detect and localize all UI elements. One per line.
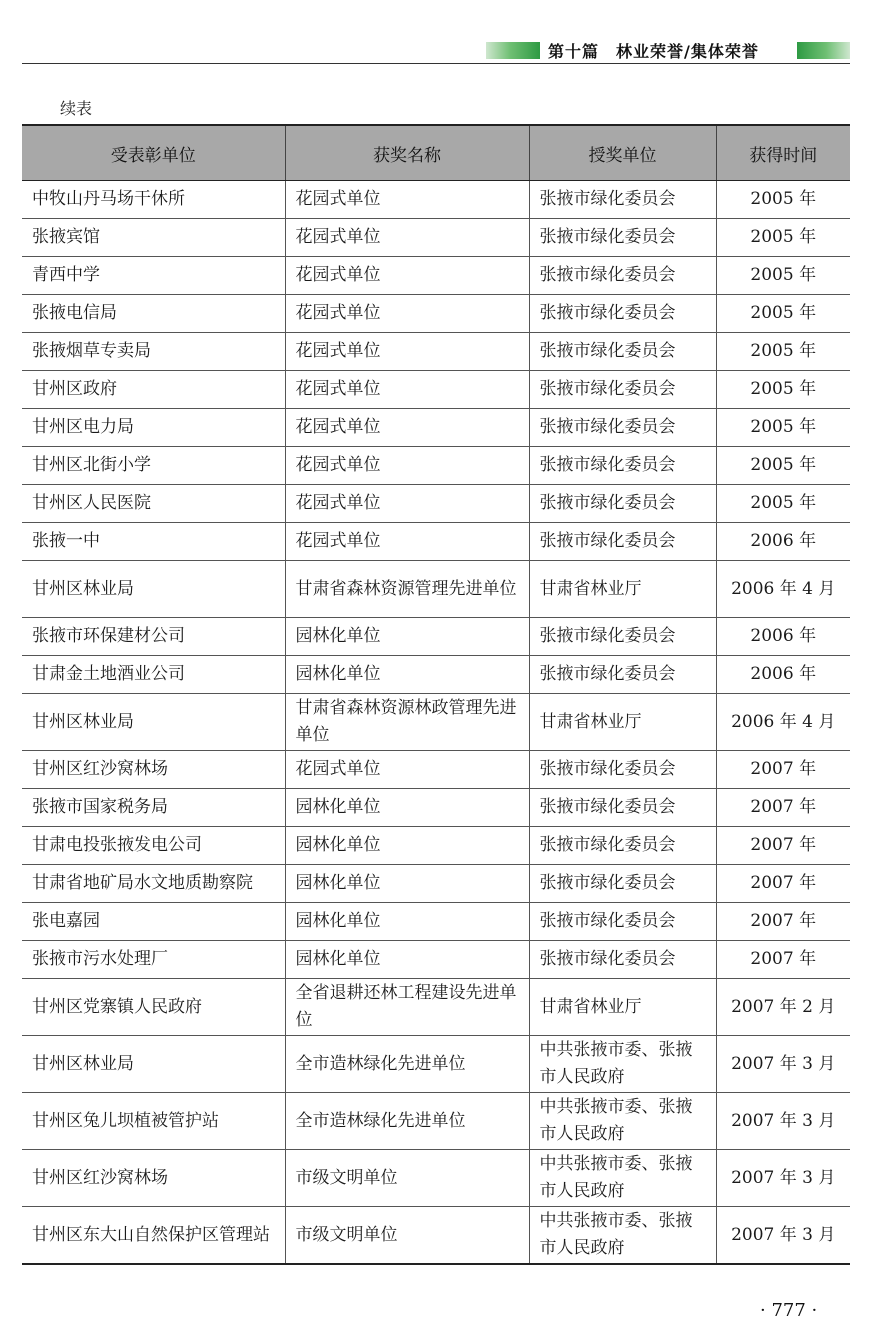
cell-unit: 甘州区红沙窝林场 xyxy=(22,1150,285,1207)
cell-time: 2006 年 4 月 xyxy=(716,561,850,618)
table-row xyxy=(22,789,850,827)
cell-unit: 张电嘉园 xyxy=(22,903,285,941)
cell-time: 2007 年 3 月 xyxy=(716,1207,850,1265)
table-row xyxy=(22,827,850,865)
cell-time: 2005 年 xyxy=(716,219,850,257)
cell-grantor: 张掖市绿化委员会 xyxy=(529,827,716,865)
cell-grantor: 张掖市绿化委员会 xyxy=(529,789,716,827)
cell-award: 园林化单位 xyxy=(285,941,529,979)
header-divider xyxy=(22,63,850,64)
cell-unit: 甘州区兔儿坝植被管护站 xyxy=(22,1093,285,1150)
cell-unit: 甘州区电力局 xyxy=(22,409,285,447)
table-row xyxy=(22,257,850,295)
cell-grantor: 张掖市绿化委员会 xyxy=(529,409,716,447)
cell-grantor: 张掖市绿化委员会 xyxy=(529,941,716,979)
cell-grantor: 中共张掖市委、张掖市人民政府 xyxy=(529,1207,716,1265)
cell-unit: 甘肃省地矿局水文地质勘察院 xyxy=(22,865,285,903)
cell-time: 2005 年 xyxy=(716,181,850,219)
cell-unit: 张掖电信局 xyxy=(22,295,285,333)
cell-grantor: 张掖市绿化委员会 xyxy=(529,295,716,333)
cell-grantor: 张掖市绿化委员会 xyxy=(529,485,716,523)
table-row xyxy=(22,903,850,941)
cell-unit: 甘州区人民医院 xyxy=(22,485,285,523)
cell-grantor: 甘肃省林业厅 xyxy=(529,561,716,618)
cell-award: 全省退耕还林工程建设先进单位 xyxy=(285,979,529,1036)
continued-table-label: 续表 xyxy=(60,99,93,118)
cell-unit: 甘州区党寨镇人民政府 xyxy=(22,979,285,1036)
table-row xyxy=(22,371,850,409)
table-row xyxy=(22,409,850,447)
cell-grantor: 张掖市绿化委员会 xyxy=(529,333,716,371)
table-row xyxy=(22,1036,850,1093)
table-row xyxy=(22,333,850,371)
cell-time: 2007 年 xyxy=(716,865,850,903)
cell-time: 2007 年 xyxy=(716,827,850,865)
cell-time: 2007 年 3 月 xyxy=(716,1093,850,1150)
cell-award: 花园式单位 xyxy=(285,485,529,523)
cell-award: 园林化单位 xyxy=(285,827,529,865)
cell-award: 花园式单位 xyxy=(285,257,529,295)
cell-award: 花园式单位 xyxy=(285,447,529,485)
cell-grantor: 张掖市绿化委员会 xyxy=(529,656,716,694)
cell-grantor: 甘肃省林业厅 xyxy=(529,979,716,1036)
cell-award: 花园式单位 xyxy=(285,333,529,371)
cell-award: 花园式单位 xyxy=(285,371,529,409)
cell-unit: 张掖宾馆 xyxy=(22,219,285,257)
cell-grantor: 张掖市绿化委员会 xyxy=(529,865,716,903)
cell-unit: 张掖烟草专卖局 xyxy=(22,333,285,371)
cell-grantor: 张掖市绿化委员会 xyxy=(529,447,716,485)
cell-grantor: 甘肃省林业厅 xyxy=(529,694,716,751)
cell-unit: 张掖市国家税务局 xyxy=(22,789,285,827)
cell-award: 园林化单位 xyxy=(285,618,529,656)
cell-award: 花园式单位 xyxy=(285,409,529,447)
cell-time: 2005 年 xyxy=(716,257,850,295)
table-row xyxy=(22,181,850,219)
cell-unit: 张掖市污水处理厂 xyxy=(22,941,285,979)
table-row xyxy=(22,561,850,618)
cell-grantor: 张掖市绿化委员会 xyxy=(529,219,716,257)
cell-grantor: 张掖市绿化委员会 xyxy=(529,257,716,295)
table-header-row xyxy=(22,125,850,181)
cell-grantor: 中共张掖市委、张掖市人民政府 xyxy=(529,1036,716,1093)
cell-time: 2006 年 xyxy=(716,618,850,656)
cell-unit: 甘州区林业局 xyxy=(22,694,285,751)
table-row xyxy=(22,618,850,656)
cell-time: 2005 年 xyxy=(716,371,850,409)
header-green-bar-left xyxy=(486,42,540,59)
cell-award: 全市造林绿化先进单位 xyxy=(285,1036,529,1093)
table-body xyxy=(22,181,850,1265)
cell-grantor: 张掖市绿化委员会 xyxy=(529,371,716,409)
column-header-unit: 受表彰单位 xyxy=(22,125,285,181)
table-row xyxy=(22,694,850,751)
cell-time: 2005 年 xyxy=(716,485,850,523)
cell-grantor: 张掖市绿化委员会 xyxy=(529,751,716,789)
cell-grantor: 张掖市绿化委员会 xyxy=(529,181,716,219)
cell-grantor: 张掖市绿化委员会 xyxy=(529,618,716,656)
cell-award: 甘肃省森林资源林政管理先进单位 xyxy=(285,694,529,751)
cell-award: 花园式单位 xyxy=(285,751,529,789)
cell-unit: 甘州区红沙窝林场 xyxy=(22,751,285,789)
cell-unit: 中牧山丹马场干休所 xyxy=(22,181,285,219)
cell-time: 2005 年 xyxy=(716,447,850,485)
column-header-time: 获得时间 xyxy=(716,125,850,181)
column-header-award: 获奖名称 xyxy=(285,125,529,181)
cell-time: 2007 年 2 月 xyxy=(716,979,850,1036)
cell-award: 市级文明单位 xyxy=(285,1150,529,1207)
table-row xyxy=(22,656,850,694)
table-row xyxy=(22,219,850,257)
cell-award: 花园式单位 xyxy=(285,523,529,561)
cell-award: 花园式单位 xyxy=(285,219,529,257)
cell-time: 2007 年 xyxy=(716,789,850,827)
table-row xyxy=(22,485,850,523)
cell-grantor: 中共张掖市委、张掖市人民政府 xyxy=(529,1093,716,1150)
table-row xyxy=(22,865,850,903)
column-header-grantor: 授奖单位 xyxy=(529,125,716,181)
header-title: 第十篇 林业荣誉/集体荣誉 xyxy=(548,42,759,61)
cell-award: 园林化单位 xyxy=(285,789,529,827)
cell-time: 2007 年 xyxy=(716,903,850,941)
cell-unit: 甘州区林业局 xyxy=(22,561,285,618)
table-row xyxy=(22,1207,850,1265)
cell-award: 市级文明单位 xyxy=(285,1207,529,1265)
table-row xyxy=(22,1150,850,1207)
cell-unit: 甘州区东大山自然保护区管理站 xyxy=(22,1207,285,1265)
cell-award: 园林化单位 xyxy=(285,903,529,941)
cell-time: 2005 年 xyxy=(716,409,850,447)
cell-unit: 青西中学 xyxy=(22,257,285,295)
cell-time: 2007 年 3 月 xyxy=(716,1036,850,1093)
table-row xyxy=(22,295,850,333)
header-green-bar-right xyxy=(797,42,850,59)
cell-unit: 张掖一中 xyxy=(22,523,285,561)
cell-unit: 张掖市环保建材公司 xyxy=(22,618,285,656)
cell-time: 2007 年 xyxy=(716,751,850,789)
cell-unit: 甘肃金土地酒业公司 xyxy=(22,656,285,694)
cell-time: 2006 年 4 月 xyxy=(716,694,850,751)
cell-time: 2007 年 3 月 xyxy=(716,1150,850,1207)
cell-award: 花园式单位 xyxy=(285,295,529,333)
cell-unit: 甘州区北街小学 xyxy=(22,447,285,485)
table-row xyxy=(22,523,850,561)
cell-award: 甘肃省森林资源管理先进单位 xyxy=(285,561,529,618)
cell-award: 全市造林绿化先进单位 xyxy=(285,1093,529,1150)
cell-award: 花园式单位 xyxy=(285,181,529,219)
cell-time: 2007 年 xyxy=(716,941,850,979)
cell-time: 2006 年 xyxy=(716,656,850,694)
cell-grantor: 中共张掖市委、张掖市人民政府 xyxy=(529,1150,716,1207)
table-row xyxy=(22,751,850,789)
cell-award: 园林化单位 xyxy=(285,656,529,694)
cell-unit: 甘州区林业局 xyxy=(22,1036,285,1093)
running-header xyxy=(0,38,871,64)
cell-grantor: 张掖市绿化委员会 xyxy=(529,523,716,561)
cell-unit: 甘肃电投张掖发电公司 xyxy=(22,827,285,865)
cell-grantor: 张掖市绿化委员会 xyxy=(529,903,716,941)
cell-award: 园林化单位 xyxy=(285,865,529,903)
cell-unit: 甘州区政府 xyxy=(22,371,285,409)
honors-table xyxy=(22,124,850,1265)
cell-time: 2005 年 xyxy=(716,333,850,371)
table-row xyxy=(22,447,850,485)
cell-time: 2006 年 xyxy=(716,523,850,561)
table-row xyxy=(22,941,850,979)
table-row xyxy=(22,979,850,1036)
table-header xyxy=(22,125,850,181)
page-number: · 777 · xyxy=(760,1300,818,1321)
cell-time: 2005 年 xyxy=(716,295,850,333)
table-row xyxy=(22,1093,850,1150)
